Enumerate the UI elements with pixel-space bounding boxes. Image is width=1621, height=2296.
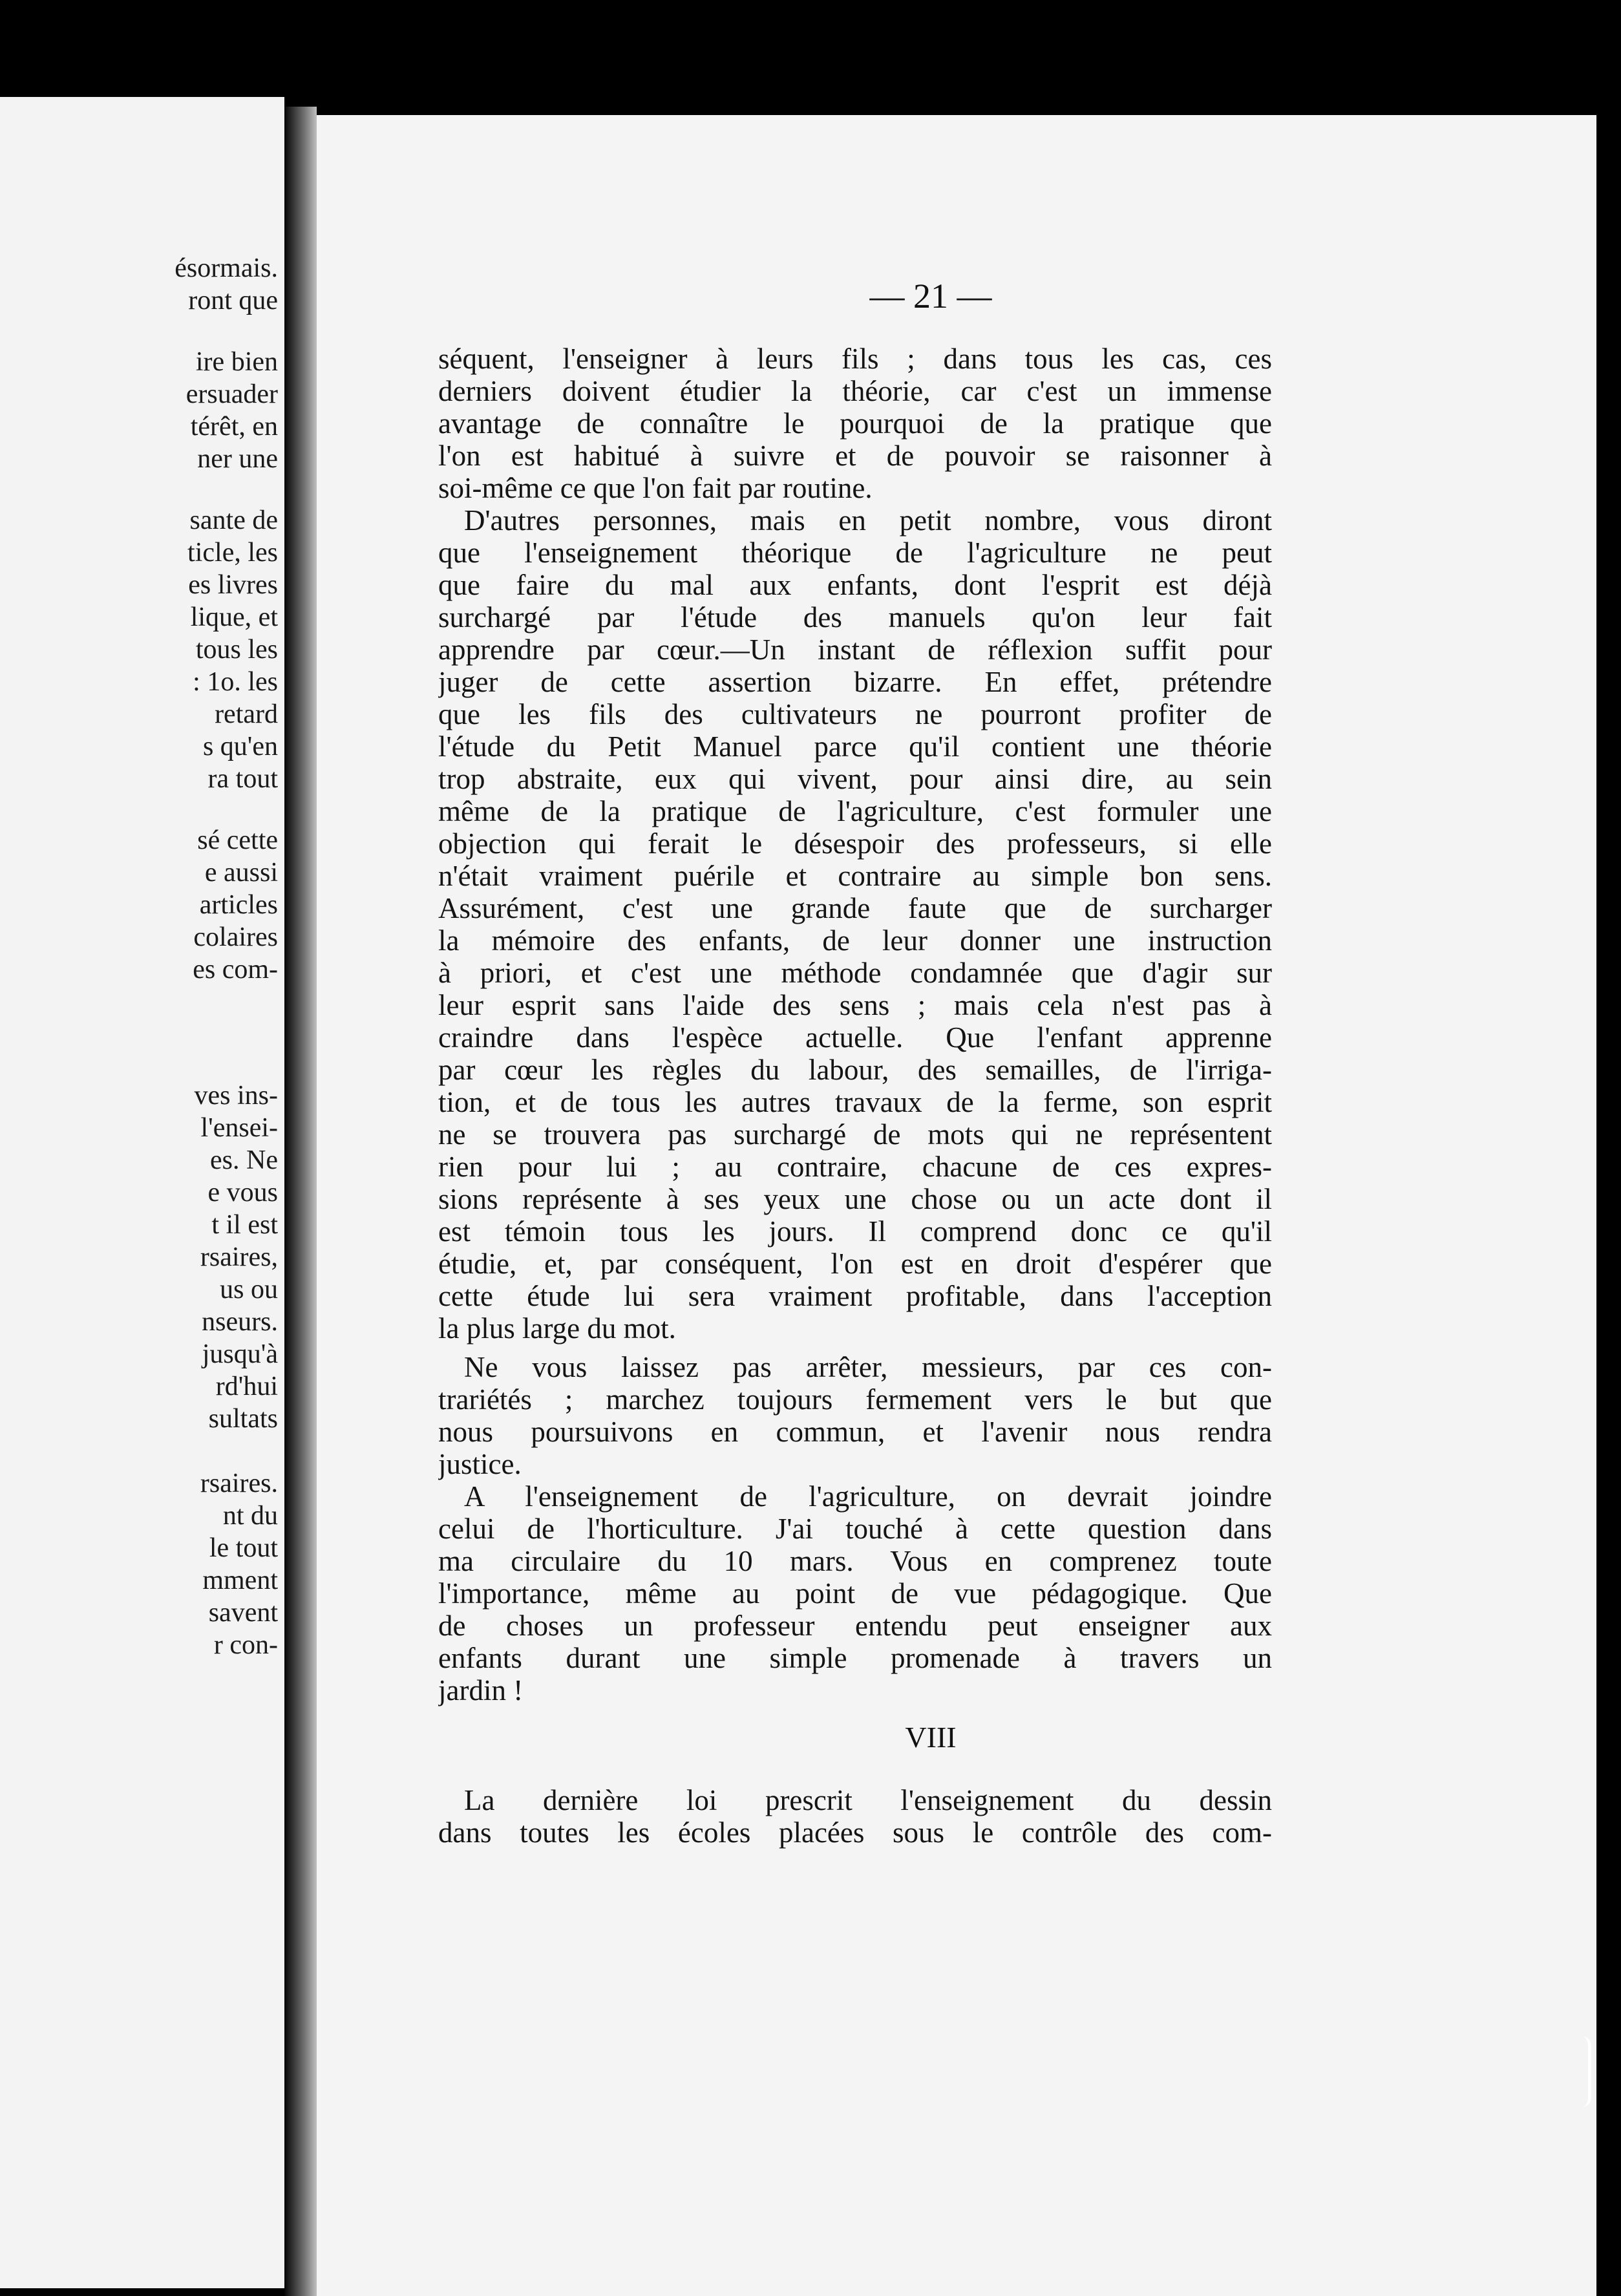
body-text-line: même de la pratique de l'agriculture, c'est formuler une	[438, 795, 1272, 827]
body-text-line: tion, et de tous les autres travaux de la ferme, son esprit	[438, 1086, 1272, 1118]
body-text-line: l'étude du Petit Manuel parce qu'il contient une théorie	[438, 730, 1272, 763]
left-page-line: s qu'en	[202, 732, 278, 761]
body-text-line: séquent, l'enseigner à leurs fils ; dans tous les cas, ces	[438, 343, 1272, 375]
body-text-line: l'on est habitué à suivre et de pouvoir se raisonner à	[438, 440, 1272, 472]
left-page-line: nseurs.	[202, 1307, 278, 1337]
body-text-line: que l'enseignement théorique de l'agriculture ne peut	[438, 537, 1272, 569]
body-text-line: celui de l'horticulture. J'ai touché à cette question dans	[438, 1513, 1272, 1545]
body-text-line: trariétés ; marchez toujours fermement vers le but que	[438, 1383, 1272, 1416]
left-page-line: ra tout	[207, 764, 278, 794]
body-text-line: derniers doivent étudier la théorie, car c'est un immense	[438, 375, 1272, 407]
body-text-line: justice.	[438, 1448, 522, 1480]
left-page-line: savent	[208, 1598, 278, 1628]
body-text-line: Ne vous laissez pas arrêter, messieurs, par ces con-	[464, 1351, 1272, 1383]
left-page-line: e vous	[207, 1178, 278, 1207]
left-page-line: ersuader	[185, 379, 278, 409]
left-page-line: sé cette	[197, 825, 278, 855]
left-page-line: retard	[215, 699, 278, 729]
left-page-line: e aussi	[204, 858, 278, 888]
left-page-line: ront que	[188, 286, 278, 315]
left-page-line: rsaires,	[200, 1242, 278, 1272]
body-text-line: que les fils des cultivateurs ne pourront profiter de	[438, 698, 1272, 730]
left-page-line: jusqu'à	[202, 1339, 278, 1369]
body-text-line: enfants durant une simple promenade à travers un	[438, 1642, 1272, 1674]
body-text-line: ma circulaire du 10 mars. Vous en comprenez toute	[438, 1545, 1272, 1577]
left-page-line: lique, et	[190, 602, 278, 632]
left-page-line: rd'hui	[215, 1372, 278, 1401]
left-page-line: le tout	[209, 1533, 278, 1563]
body-text-line: l'importance, même au point de vue pédagogique. Que	[438, 1577, 1272, 1610]
page-number: — 21 —	[869, 277, 992, 315]
body-text-line: cette étude lui sera vraiment profitable, dans l'acception	[438, 1280, 1272, 1312]
body-text-line: la plus large du mot.	[438, 1312, 676, 1345]
left-page-line: ves ins-	[194, 1081, 278, 1111]
left-page-line: r con-	[213, 1630, 278, 1660]
body-text-line: juger de cette assertion bizarre. En effet, prétendre	[438, 666, 1272, 698]
body-text-line: par cœur les règles du labour, des semailles, de l'irriga-	[438, 1054, 1272, 1086]
body-text-line: soi-même ce que l'on fait par routine.	[438, 472, 873, 504]
body-text-line: trop abstraite, eux qui vivent, pour ainsi dire, au sein	[438, 763, 1272, 795]
page-edge-mark	[1582, 2036, 1591, 2107]
body-text-line: étudie, et, par conséquent, l'on est en droit d'espérer que	[438, 1248, 1272, 1280]
left-page-line: articles	[199, 890, 278, 920]
left-page-fragment	[0, 97, 284, 2288]
body-text-line: est témoin tous les jours. Il comprend donc ce qu'il	[438, 1215, 1272, 1248]
left-page-line: colaires	[193, 922, 278, 952]
left-page-line: t il est	[211, 1210, 278, 1240]
body-text-line: à priori, et c'est une méthode condamnée que d'agir sur	[438, 957, 1272, 989]
body-text-line: sions représente à ses yeux une chose ou un acte dont il	[438, 1183, 1272, 1215]
left-page-line: ner une	[197, 444, 278, 474]
body-text-line: avantage de connaître le pourquoi de la pratique que	[438, 407, 1272, 440]
right-page	[317, 115, 1596, 2296]
body-text-line: D'autres personnes, mais en petit nombre, vous diront	[464, 504, 1272, 537]
body-text-line: leur esprit sans l'aide des sens ; mais cela n'est pas à	[438, 989, 1272, 1021]
left-page-line: ésormais.	[175, 253, 278, 283]
book-gutter	[284, 107, 317, 2296]
body-text-line: de choses un professeur entendu peut enseigner aux	[438, 1610, 1272, 1642]
left-page-line: tous les	[195, 635, 278, 664]
body-text-line: surchargé par l'étude des manuels qu'on leur fait	[438, 601, 1272, 633]
left-page-line: nt du	[222, 1501, 278, 1531]
body-text-line: rien pour lui ; au contraire, chacune de ces expres-	[438, 1151, 1272, 1183]
left-page-line: : 1o. les	[193, 667, 278, 697]
left-page-line: es com-	[193, 955, 278, 984]
body-text-line: apprendre par cœur.—Un instant de réflexion suffit pour	[438, 633, 1272, 666]
body-text-line: La dernière loi prescrit l'enseignement du dessin	[464, 1784, 1272, 1816]
body-text-line: jardin !	[438, 1674, 524, 1706]
body-text-line: nous poursuivons en commun, et l'avenir nous rendra	[438, 1416, 1272, 1448]
left-page-line: térêt, en	[190, 412, 278, 441]
body-text-line: craindre dans l'espèce actuelle. Que l'enfant apprenne	[438, 1021, 1272, 1054]
left-page-line: sante de	[189, 505, 278, 535]
left-page-line: es. Ne	[210, 1145, 278, 1175]
left-page-line: mment	[202, 1566, 278, 1595]
left-page-line: ticle, les	[187, 538, 278, 568]
body-text-line: que faire du mal aux enfants, dont l'esprit est déjà	[438, 569, 1272, 601]
left-page-line: rsaires.	[200, 1469, 278, 1498]
body-text-line: n'était vraiment puérile et contraire au simple bon sens.	[438, 860, 1272, 892]
left-page-line: ire bien	[195, 347, 278, 377]
body-text-line: A l'enseignement de l'agriculture, on devrait joindre	[464, 1480, 1272, 1513]
left-page-line: us ou	[220, 1275, 278, 1304]
body-text-line: objection qui ferait le désespoir des professeurs, si elle	[438, 827, 1272, 860]
body-text-line: dans toutes les écoles placées sous le contrôle des com-	[438, 1816, 1272, 1849]
body-text-line: Assurément, c'est une grande faute que de surcharger	[438, 892, 1272, 924]
left-page-line: l'ensei-	[200, 1113, 278, 1143]
left-page-line: es livres	[188, 570, 278, 600]
left-page-line: sultats	[208, 1404, 278, 1434]
body-text-line: ne se trouvera pas surchargé de mots qui ne représentent	[438, 1118, 1272, 1151]
body-text-line: la mémoire des enfants, de leur donner une instruction	[438, 924, 1272, 957]
section-heading: VIII	[905, 1721, 957, 1754]
